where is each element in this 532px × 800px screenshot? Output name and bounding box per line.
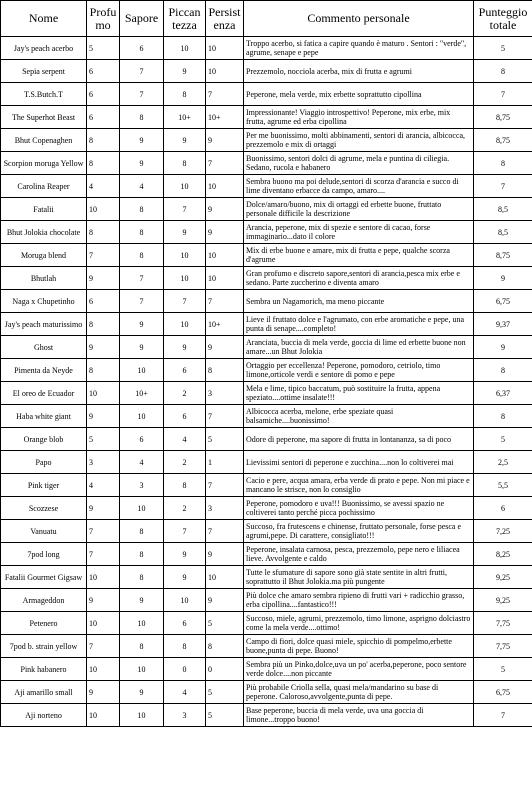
cell-commento: Sembra un Nagamorich, ma meno piccante: [244, 290, 474, 313]
table-row: [1, 60, 532, 83]
cell-commento: Lieve il fruttato dolce e l'agrumato, con erbe aromatiche e pepe, una punta di senape....completo!: [244, 313, 474, 336]
cell-piccantezza: 8: [164, 635, 206, 658]
cell-profumo: 10: [87, 704, 120, 727]
cell-nome: 7pod b. strain yellow: [1, 635, 87, 658]
cell-persistenza: 5: [206, 704, 244, 727]
header-punteggio: Punteggio totale: [474, 1, 532, 37]
table-row: [1, 566, 532, 589]
cell-sapore: 10: [120, 704, 164, 727]
cell-sapore: 8: [120, 635, 164, 658]
table-row: [1, 612, 532, 635]
table-row: [1, 198, 532, 221]
cell-commento: Mix di erbe buone e amare, mix di frutta e pepe, qualche scorza d'agrume: [244, 244, 474, 267]
cell-piccantezza: 9: [164, 129, 206, 152]
table-row: [1, 129, 532, 152]
cell-sapore: 10: [120, 405, 164, 428]
table-row: [1, 382, 532, 405]
cell-commento: Gran profumo e discreto sapore,sentori di arancia,pesca mix erbe e sedano. Parte zuccherino e diventa amaro: [244, 267, 474, 290]
cell-commento: Lievissimi sentori di peperone e zucchina....non lo coltiverei mai: [244, 451, 474, 474]
cell-profumo: 8: [87, 313, 120, 336]
cell-profumo: 10: [87, 566, 120, 589]
cell-punteggio: 7,25: [474, 520, 532, 543]
cell-commento: Peperone, pomodoro e uva!!! Buonissimo, se avessi spazio ne coltiverei tanto perché picca pochissimo: [244, 497, 474, 520]
cell-piccantezza: 9: [164, 566, 206, 589]
cell-punteggio: 8,5: [474, 221, 532, 244]
cell-piccantezza: 6: [164, 405, 206, 428]
cell-commento: Per me buonissimo, molti abbinamenti, sentori di arancia, albicocca, prezzemolo e mix di ortaggi: [244, 129, 474, 152]
cell-nome: Bhut Copenaghen: [1, 129, 87, 152]
cell-persistenza: 9: [206, 336, 244, 359]
cell-persistenza: 7: [206, 474, 244, 497]
cell-persistenza: 9: [206, 198, 244, 221]
table-row: [1, 635, 532, 658]
cell-profumo: 10: [87, 658, 120, 681]
cell-punteggio: 6,37: [474, 382, 532, 405]
cell-profumo: 6: [87, 83, 120, 106]
cell-punteggio: 6,75: [474, 290, 532, 313]
cell-piccantezza: 10: [164, 244, 206, 267]
table-row: [1, 474, 532, 497]
cell-nome: Scozzese: [1, 497, 87, 520]
cell-punteggio: 5: [474, 37, 532, 60]
cell-punteggio: 8,25: [474, 543, 532, 566]
cell-commento: Più probabile Criolla sella, quasi mela/mandarino su base di peperone. Caloroso,avvolgente,punta di pepe.: [244, 681, 474, 704]
cell-nome: Pink tiger: [1, 474, 87, 497]
cell-punteggio: 6,75: [474, 681, 532, 704]
cell-nome: Bhutlah: [1, 267, 87, 290]
table-row: [1, 37, 532, 60]
cell-nome: Fatalii: [1, 198, 87, 221]
table-row: [1, 497, 532, 520]
cell-nome: Moruga blend: [1, 244, 87, 267]
table-row: [1, 543, 532, 566]
cell-profumo: 7: [87, 543, 120, 566]
cell-nome: Pimenta da Neyde: [1, 359, 87, 382]
cell-commento: Arancia, peperone, mix di spezie e sentore di cacao, forse immaginario...dato il colore: [244, 221, 474, 244]
cell-sapore: 7: [120, 60, 164, 83]
cell-punteggio: 8,75: [474, 244, 532, 267]
cell-nome: Fatalii Gourmet Gigsaw: [1, 566, 87, 589]
cell-piccantezza: 8: [164, 83, 206, 106]
cell-nome: 7pod long: [1, 543, 87, 566]
header-commento: Commento personale: [244, 1, 474, 37]
cell-commento: Troppo acerbo, si fatica a capire quando è maturo . Sentori : "verde", agrume, senape e pepe: [244, 37, 474, 60]
cell-persistenza: 10: [206, 60, 244, 83]
cell-commento: Base peperone, buccia di mela verde, uva una goccia di limone...troppo buono!: [244, 704, 474, 727]
cell-punteggio: 9,25: [474, 566, 532, 589]
cell-profumo: 9: [87, 589, 120, 612]
cell-piccantezza: 8: [164, 152, 206, 175]
header-persistenza: Persist enza: [206, 1, 244, 37]
cell-commento: Più dolce che amaro sembra ripieno di frutti vari + radicchio grasso, erba cipollina....fantastico!!!: [244, 589, 474, 612]
cell-sapore: 9: [120, 313, 164, 336]
cell-nome: Sepia serpent: [1, 60, 87, 83]
cell-nome: Naga x Chupetinho: [1, 290, 87, 313]
cell-punteggio: 7,75: [474, 635, 532, 658]
cell-punteggio: 8: [474, 405, 532, 428]
cell-sapore: 9: [120, 589, 164, 612]
cell-commento: Prezzemolo, nocciola acerba, mix di frutta e agrumi: [244, 60, 474, 83]
cell-piccantezza: 2: [164, 497, 206, 520]
cell-sapore: 4: [120, 175, 164, 198]
header-piccantezza: Piccan tezza: [164, 1, 206, 37]
cell-commento: Cacio e pere, acqua amara, erba verde di prato e pepe. Non mi piace e mancano le strisce, non lo consiglio: [244, 474, 474, 497]
cell-sapore: 8: [120, 106, 164, 129]
cell-punteggio: 8: [474, 60, 532, 83]
cell-sapore: 7: [120, 83, 164, 106]
cell-persistenza: 9: [206, 221, 244, 244]
cell-persistenza: 9: [206, 129, 244, 152]
table-row: [1, 267, 532, 290]
cell-profumo: 7: [87, 635, 120, 658]
cell-commento: Odore di peperone, ma sapore di frutta in lontananza, sa di poco: [244, 428, 474, 451]
cell-punteggio: 9,25: [474, 589, 532, 612]
cell-sapore: 9: [120, 152, 164, 175]
cell-persistenza: 5: [206, 428, 244, 451]
table-row: [1, 451, 532, 474]
table-row: [1, 83, 532, 106]
cell-profumo: 3: [87, 451, 120, 474]
cell-profumo: 9: [87, 336, 120, 359]
cell-piccantezza: 7: [164, 198, 206, 221]
table-row: [1, 152, 532, 175]
cell-punteggio: 7: [474, 175, 532, 198]
cell-nome: Orange blob: [1, 428, 87, 451]
cell-punteggio: 5,5: [474, 474, 532, 497]
cell-piccantezza: 6: [164, 359, 206, 382]
cell-punteggio: 5: [474, 428, 532, 451]
cell-profumo: 5: [87, 37, 120, 60]
cell-profumo: 5: [87, 428, 120, 451]
cell-persistenza: 1: [206, 451, 244, 474]
cell-persistenza: 7: [206, 290, 244, 313]
cell-piccantezza: 8: [164, 474, 206, 497]
table-row: [1, 313, 532, 336]
table-row: [1, 428, 532, 451]
cell-persistenza: 7: [206, 405, 244, 428]
cell-piccantezza: 2: [164, 451, 206, 474]
cell-commento: Tutte le sfumature di sapore sono già state sentite in altri frutti, soprattutto il Bhut Jolokia.ma più pungente: [244, 566, 474, 589]
cell-nome: Vanuatu: [1, 520, 87, 543]
cell-sapore: 6: [120, 428, 164, 451]
cell-persistenza: 10: [206, 37, 244, 60]
cell-piccantezza: 10+: [164, 106, 206, 129]
cell-profumo: 9: [87, 267, 120, 290]
cell-sapore: 10: [120, 612, 164, 635]
cell-commento: Campo di fiori, dolce quasi miele, spicchio di pompelmo,erbette buone,punta di pepe. Buono!: [244, 635, 474, 658]
cell-persistenza: 10: [206, 267, 244, 290]
table-row: [1, 221, 532, 244]
cell-punteggio: 8,5: [474, 198, 532, 221]
cell-nome: Carolina Reaper: [1, 175, 87, 198]
cell-piccantezza: 9: [164, 60, 206, 83]
cell-piccantezza: 10: [164, 37, 206, 60]
cell-profumo: 7: [87, 244, 120, 267]
table-row: [1, 359, 532, 382]
cell-punteggio: 9: [474, 336, 532, 359]
cell-commento: Dolce/amaro/buono, mix di ortaggi ed erbette buone, fruttato personale difficile la descrizione: [244, 198, 474, 221]
cell-piccantezza: 10: [164, 589, 206, 612]
cell-sapore: 4: [120, 451, 164, 474]
cell-profumo: 7: [87, 520, 120, 543]
cell-persistenza: 10+: [206, 106, 244, 129]
cell-nome: Bhut Jolokia chocolate: [1, 221, 87, 244]
cell-punteggio: 7: [474, 83, 532, 106]
cell-commento: Sembra più un Pinko,dolce,uva un po' acerba,peperone, poco sentore verde dolce....non piccante: [244, 658, 474, 681]
cell-persistenza: 7: [206, 152, 244, 175]
cell-commento: Aranciata, buccia di mela verde, goccia di lime ed erbette buone non amare...un Bhut Jolokia: [244, 336, 474, 359]
cell-sapore: 9: [120, 336, 164, 359]
cell-commento: Peperone, mela verde, mix erbette soprattutto cipollina: [244, 83, 474, 106]
table-row: [1, 405, 532, 428]
cell-sapore: 8: [120, 244, 164, 267]
cell-sapore: 10: [120, 658, 164, 681]
cell-persistenza: 10: [206, 175, 244, 198]
cell-persistenza: 9: [206, 543, 244, 566]
cell-piccantezza: 9: [164, 336, 206, 359]
cell-piccantezza: 10: [164, 267, 206, 290]
cell-piccantezza: 4: [164, 681, 206, 704]
cell-persistenza: 0: [206, 658, 244, 681]
cell-punteggio: 8,75: [474, 106, 532, 129]
cell-sapore: 10+: [120, 382, 164, 405]
table-row: [1, 336, 532, 359]
cell-piccantezza: 9: [164, 543, 206, 566]
cell-profumo: 9: [87, 497, 120, 520]
cell-piccantezza: 10: [164, 313, 206, 336]
header-nome: Nome: [1, 1, 87, 37]
cell-punteggio: 6: [474, 497, 532, 520]
cell-persistenza: 3: [206, 497, 244, 520]
cell-profumo: 9: [87, 405, 120, 428]
table-row: [1, 589, 532, 612]
cell-punteggio: 5: [474, 658, 532, 681]
cell-commento: Buonissimo, sentori dolci di agrume, mela e puntina di ciliegia. Sedano, rucola e habanero: [244, 152, 474, 175]
cell-profumo: 6: [87, 60, 120, 83]
cell-persistenza: 8: [206, 635, 244, 658]
cell-nome: Papo: [1, 451, 87, 474]
cell-sapore: 3: [120, 474, 164, 497]
cell-nome: Jay's peach maturissimo: [1, 313, 87, 336]
cell-persistenza: 3: [206, 382, 244, 405]
cell-piccantezza: 7: [164, 520, 206, 543]
cell-piccantezza: 7: [164, 290, 206, 313]
cell-commento: Succoso, fra frutescens e chinense, fruttato personale, forse pesca e agrumi,pepe. Di carattere, consigliato!!!: [244, 520, 474, 543]
cell-profumo: 8: [87, 221, 120, 244]
cell-profumo: 4: [87, 474, 120, 497]
cell-persistenza: 10: [206, 244, 244, 267]
cell-nome: Pink habanero: [1, 658, 87, 681]
cell-nome: Scorpion moruga Yellow: [1, 152, 87, 175]
cell-commento: Succoso, miele, agrumi, prezzemolo, timo limone, asprigno dolciastro come la mela verde....ottimo!: [244, 612, 474, 635]
table-row: [1, 520, 532, 543]
cell-nome: Aji norteno: [1, 704, 87, 727]
cell-piccantezza: 9: [164, 221, 206, 244]
cell-punteggio: 8: [474, 152, 532, 175]
cell-punteggio: 9,37: [474, 313, 532, 336]
table-row: [1, 175, 532, 198]
cell-nome: The Superhot Beast: [1, 106, 87, 129]
cell-commento: Albicocca acerba, melone, erbe speziate quasi balsamiche....buonissimo!: [244, 405, 474, 428]
cell-nome: Ghost: [1, 336, 87, 359]
cell-piccantezza: 6: [164, 612, 206, 635]
cell-sapore: 6: [120, 37, 164, 60]
cell-persistenza: 8: [206, 359, 244, 382]
cell-profumo: 4: [87, 175, 120, 198]
cell-sapore: 8: [120, 520, 164, 543]
cell-sapore: 10: [120, 497, 164, 520]
cell-persistenza: 10: [206, 566, 244, 589]
cell-nome: Petenero: [1, 612, 87, 635]
header-sapore: Sapore: [120, 1, 164, 37]
cell-persistenza: 9: [206, 589, 244, 612]
cell-profumo: 6: [87, 290, 120, 313]
cell-punteggio: 8: [474, 359, 532, 382]
cell-commento: Mela e lime, tipico baccatum, può sostituire la frutta, appena speziato....ottime insalate!!!: [244, 382, 474, 405]
cell-sapore: 10: [120, 359, 164, 382]
header-profumo: Profu mo: [87, 1, 120, 37]
cell-sapore: 9: [120, 129, 164, 152]
cell-profumo: 9: [87, 681, 120, 704]
cell-commento: Sembra buono ma poi delude,sentori di scorza d'arancia e succo di lime diventano erbacce da campo, amaro....: [244, 175, 474, 198]
cell-piccantezza: 3: [164, 704, 206, 727]
cell-profumo: 6: [87, 106, 120, 129]
table-row: [1, 106, 532, 129]
table-row: [1, 244, 532, 267]
table-row: [1, 704, 532, 727]
cell-punteggio: 2,5: [474, 451, 532, 474]
cell-profumo: 8: [87, 359, 120, 382]
cell-persistenza: 5: [206, 681, 244, 704]
header-row: [1, 1, 532, 37]
cell-nome: Armageddon: [1, 589, 87, 612]
cell-profumo: 8: [87, 129, 120, 152]
cell-piccantezza: 2: [164, 382, 206, 405]
cell-piccantezza: 4: [164, 428, 206, 451]
cell-profumo: 10: [87, 612, 120, 635]
cell-persistenza: 5: [206, 612, 244, 635]
cell-commento: Impressionante! Viaggio introspettivo! Peperone, mix erbe, mix frutta, agrume ed erba cipollina: [244, 106, 474, 129]
cell-profumo: 10: [87, 198, 120, 221]
cell-punteggio: 9: [474, 267, 532, 290]
cell-nome: Haba white giant: [1, 405, 87, 428]
cell-sapore: 7: [120, 267, 164, 290]
cell-sapore: 7: [120, 290, 164, 313]
cell-persistenza: 10+: [206, 313, 244, 336]
cell-sapore: 8: [120, 566, 164, 589]
cell-profumo: 10: [87, 382, 120, 405]
cell-sapore: 8: [120, 198, 164, 221]
cell-commento: Ortaggio per eccellenza! Peperone, pomodoro, cetriolo, timo limone,orticole verdi e sentore di pomo e pepe: [244, 359, 474, 382]
cell-sapore: 8: [120, 543, 164, 566]
table-row: [1, 290, 532, 313]
cell-piccantezza: 10: [164, 175, 206, 198]
cell-punteggio: 7: [474, 704, 532, 727]
cell-nome: El oreo de Ecuador: [1, 382, 87, 405]
cell-commento: Peperone, insalata carnosa, pesca, prezzemolo, pepe nero e liliacea lieve. Avvolgente e caldo: [244, 543, 474, 566]
cell-sapore: 9: [120, 681, 164, 704]
cell-punteggio: 7,75: [474, 612, 532, 635]
cell-profumo: 8: [87, 152, 120, 175]
cell-nome: Jay's peach acerbo: [1, 37, 87, 60]
cell-sapore: 8: [120, 221, 164, 244]
table-row: [1, 681, 532, 704]
cell-nome: T.S.Butch.T: [1, 83, 87, 106]
table-row: [1, 658, 532, 681]
cell-nome: Aji amarillo small: [1, 681, 87, 704]
cell-persistenza: 7: [206, 83, 244, 106]
cell-persistenza: 7: [206, 520, 244, 543]
cell-punteggio: 8,75: [474, 129, 532, 152]
cell-piccantezza: 0: [164, 658, 206, 681]
